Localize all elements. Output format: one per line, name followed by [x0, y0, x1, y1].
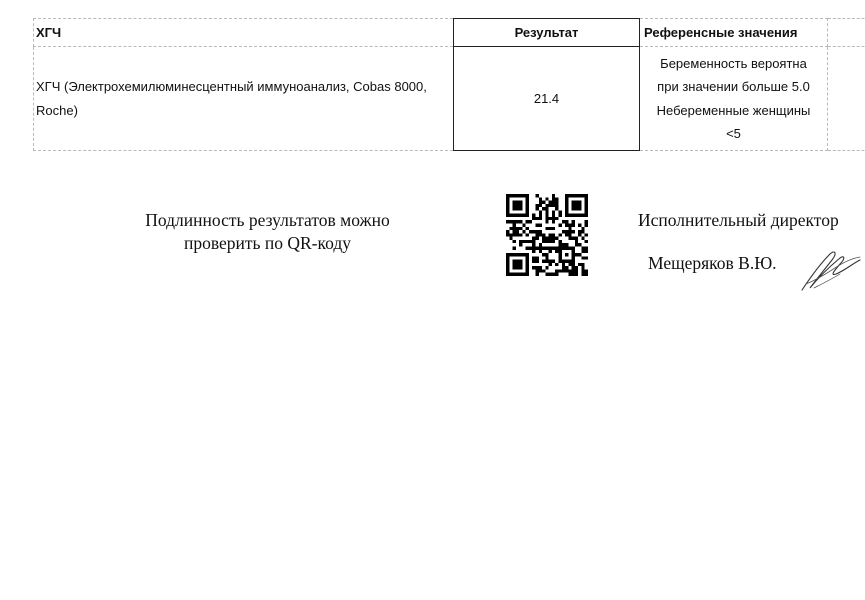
table-row — [34, 47, 865, 151]
verification-note-line: Подлинность результатов можно — [145, 210, 390, 230]
test-name-cell: ХГЧ (Электрохемилюминесцентный иммуноанализ, Cobas 8000, Roche) — [34, 47, 454, 151]
reference-line: Небеременные женщины — [656, 102, 811, 118]
reference-line: Беременность вероятна — [660, 55, 807, 71]
result-value-cell: 21.4 — [454, 47, 640, 151]
director-title: Исполнительный директор — [638, 210, 839, 230]
results-table — [33, 18, 865, 151]
signature-icon — [796, 244, 862, 294]
verification-note — [110, 209, 425, 255]
verification-note-line: проверить по QR-коду — [183, 233, 352, 253]
header-result: Результат — [454, 19, 640, 47]
qr-code-icon — [506, 194, 588, 276]
header-empty-cell — [828, 19, 865, 47]
reference-line: <5 — [726, 126, 741, 141]
director-name: Мещеряков В.Ю. — [648, 253, 777, 273]
table-header-row — [34, 19, 865, 47]
header-reference: Референсные значения — [640, 19, 828, 47]
reference-line: при значении больше 5.0 — [657, 79, 810, 94]
reference-values-cell — [640, 47, 828, 151]
header-test-name: ХГЧ — [34, 19, 454, 47]
empty-cell — [828, 47, 865, 151]
